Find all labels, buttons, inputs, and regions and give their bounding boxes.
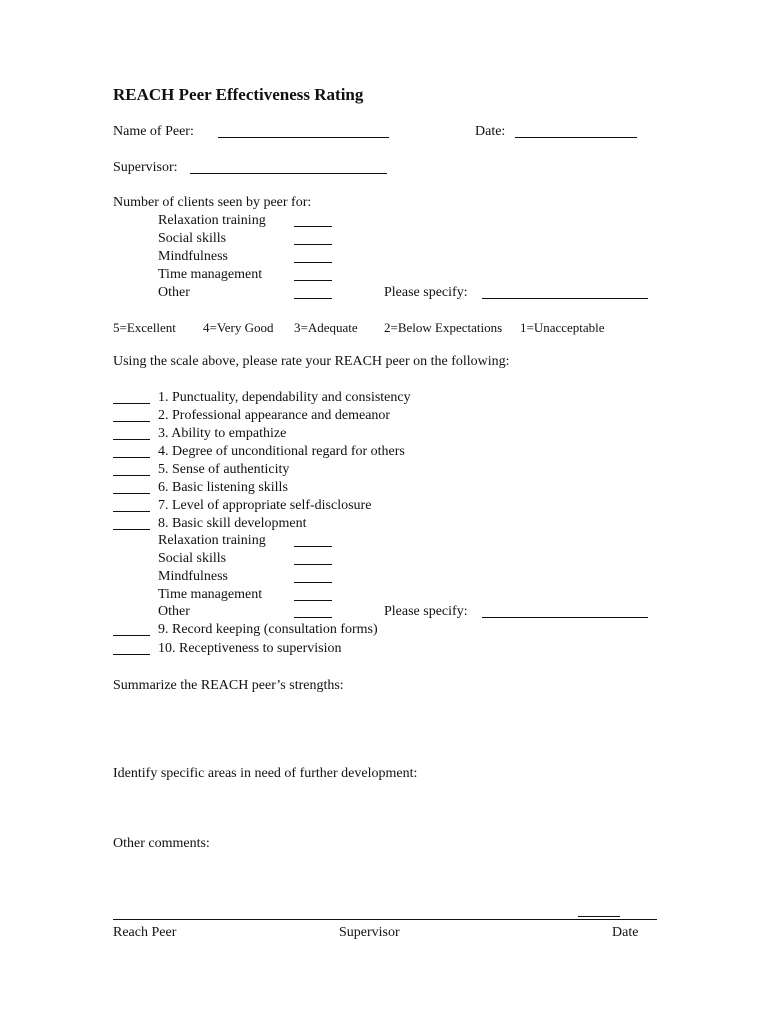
clients-item-mindfulness: Mindfulness [158,249,228,264]
signature-reach-peer: Reach Peer [113,925,177,940]
rating-item-4: 4. Degree of unconditional regard for others [158,444,405,459]
rating-field-1[interactable] [113,403,150,404]
rating-item-1: 1. Punctuality, dependability and consistency [158,390,411,405]
rating-field-4[interactable] [113,457,150,458]
rating-item-10: 10. Receptiveness to supervision [158,641,342,656]
clients-item-relaxation: Relaxation training [158,213,266,228]
scale-excellent: 5=Excellent [113,320,176,335]
comments-prompt: Other comments: [113,836,210,851]
subskill-item-time: Time management [158,587,263,602]
subskill-item-other: Other [158,604,190,619]
rating-item-3: 3. Ability to empathize [158,426,287,441]
clients-specify-label: Please specify: [384,285,468,300]
strengths-prompt: Summarize the REACH peer’s strengths: [113,678,344,693]
subskill-specify-field[interactable] [482,617,648,618]
rating-field-8[interactable] [113,529,150,530]
subskill-item-relaxation: Relaxation training [158,533,266,548]
subskill-relaxation-field[interactable] [294,546,332,547]
subskill-other-field[interactable] [294,617,332,618]
subskill-social-field[interactable] [294,564,332,565]
rating-item-5: 5. Sense of authenticity [158,462,290,477]
rating-item-6: 6. Basic listening skills [158,480,288,495]
rating-field-9[interactable] [113,635,150,636]
clients-heading: Number of clients seen by peer for: [113,195,312,210]
rating-item-9: 9. Record keeping (consultation forms) [158,622,378,637]
clients-mindfulness-field[interactable] [294,262,332,263]
date-field[interactable] [515,137,637,138]
clients-other-field[interactable] [294,298,332,299]
subskill-mindfulness-field[interactable] [294,582,332,583]
rating-field-10[interactable] [113,654,150,655]
subskill-item-mindfulness: Mindfulness [158,569,228,584]
rating-instruction: Using the scale above, please rate your REACH peer on the following: [113,354,510,369]
rating-field-2[interactable] [113,421,150,422]
rating-field-6[interactable] [113,493,150,494]
name-of-peer-field[interactable] [218,137,389,138]
form-title: REACH Peer Effectiveness Rating [113,85,364,104]
rating-field-5[interactable] [113,475,150,476]
clients-item-other: Other [158,285,190,300]
rating-item-7: 7. Level of appropriate self-disclosure [158,498,372,513]
supervisor-field[interactable] [190,173,387,174]
clients-time-field[interactable] [294,280,332,281]
scale-below-expectations: 2=Below Expectations [384,320,503,335]
signature-line[interactable] [113,919,657,920]
clients-item-social: Social skills [158,231,227,246]
signature-date: Date [612,925,639,940]
rating-field-3[interactable] [113,439,150,440]
rating-field-7[interactable] [113,511,150,512]
name-of-peer-label: Name of Peer: [113,124,194,139]
signature-supervisor: Supervisor [339,925,400,940]
clients-item-time: Time management [158,267,263,282]
rating-item-2: 2. Professional appearance and demeanor [158,408,391,423]
signature-line-mark [578,916,620,917]
date-label: Date: [475,124,506,139]
scale-very-good: 4=Very Good [203,320,274,335]
clients-relaxation-field[interactable] [294,226,332,227]
clients-specify-field[interactable] [482,298,648,299]
scale-unacceptable: 1=Unacceptable [520,320,605,335]
subskill-time-field[interactable] [294,600,332,601]
clients-social-field[interactable] [294,244,332,245]
subskill-specify-label: Please specify: [384,604,468,619]
subskill-item-social: Social skills [158,551,227,566]
scale-adequate: 3=Adequate [294,320,358,335]
rating-item-8: 8. Basic skill development [158,516,307,531]
supervisor-label: Supervisor: [113,160,178,175]
development-prompt: Identify specific areas in need of further development: [113,766,418,781]
